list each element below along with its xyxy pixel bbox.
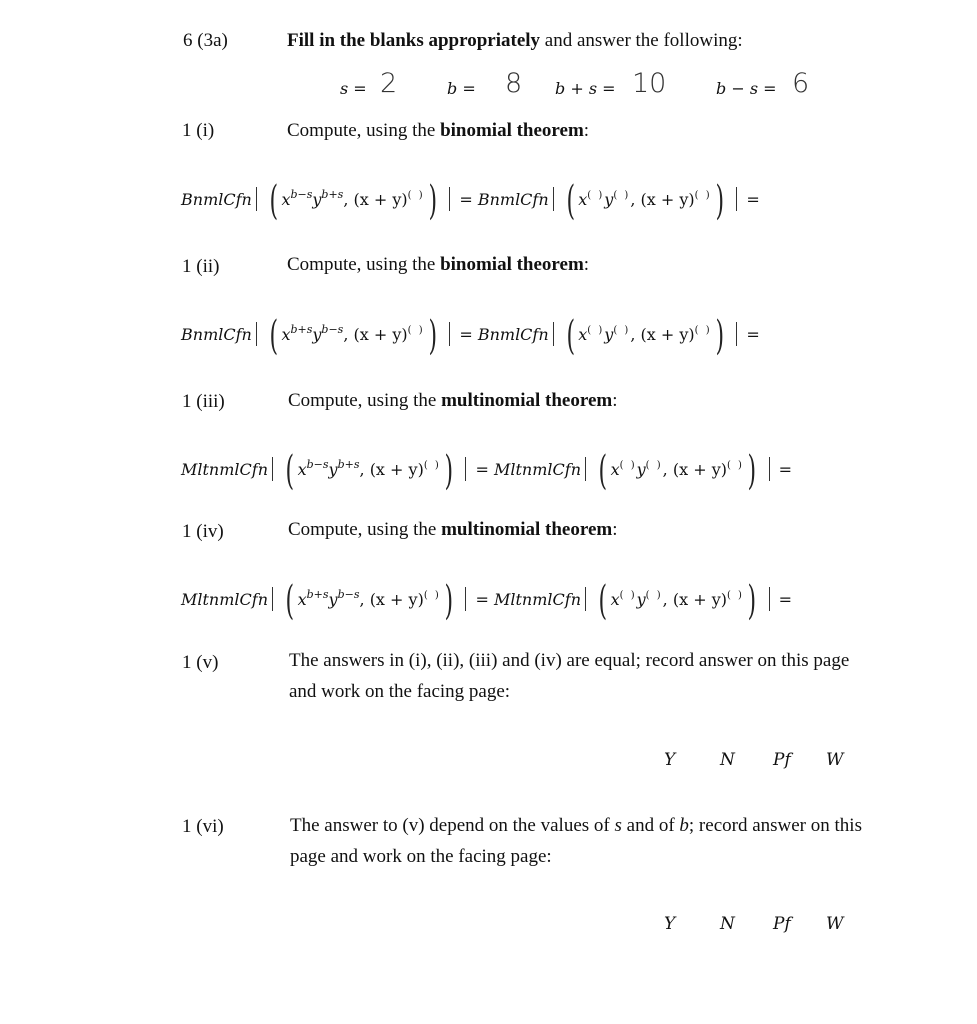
prompt-prefix: Compute, using the <box>287 120 441 141</box>
equals: = <box>475 590 489 609</box>
part-number: 1 (iv) <box>182 521 224 542</box>
sum: (x + y) <box>672 460 727 479</box>
var-y: y <box>328 460 338 479</box>
sum: (x + y) <box>640 190 695 209</box>
option-work[interactable]: W <box>826 750 844 770</box>
bracket-right <box>443 187 450 211</box>
sum: (x + y) <box>353 190 408 209</box>
equals: = <box>459 325 473 344</box>
b-minus-s-label: b − s = <box>716 79 777 98</box>
bracket-right <box>730 187 737 211</box>
problem-number: 6 (3a) <box>183 30 228 51</box>
comma: , <box>630 325 636 344</box>
var-x: x <box>297 590 307 609</box>
equation-row: BnmlCfn ( $x^{b+s}y^{b-s}$, (x + y)( )) = BnmlCfn ( x( )y( ), (x + y)( )) = <box>181 313 760 359</box>
sum: (x + y) <box>672 590 727 609</box>
var-x: x <box>578 325 588 344</box>
exponent-blank[interactable]: ( ) <box>587 190 605 201</box>
b-minus-s-value[interactable]: 6 <box>792 68 810 99</box>
option-work[interactable]: W <box>826 914 844 934</box>
bracket-left <box>585 587 592 611</box>
instruction <box>287 30 743 52</box>
part-number: 1 (i) <box>182 120 215 141</box>
option-no[interactable]: N <box>720 750 735 770</box>
function-name: MltnmlCfn <box>494 590 581 609</box>
var-y: y <box>604 325 614 344</box>
var-y: y <box>328 590 338 609</box>
exponent-y: b+s <box>321 188 344 201</box>
function-name: MltnmlCfn <box>181 590 268 609</box>
bracket-left <box>585 457 592 481</box>
var-x: x <box>610 460 620 479</box>
equals: = <box>746 325 760 344</box>
equation-row: BnmlCfn ( $x^{b-s}y^{b+s}$, (x + y)( )) = BnmlCfn ( x( )y( ), (x + y)( )) = <box>181 178 760 224</box>
exponent-blank[interactable]: ( ) <box>619 590 637 601</box>
bracket-left <box>256 187 263 211</box>
exponent-y: b−s <box>321 323 344 336</box>
equals: = <box>475 460 489 479</box>
question-v-number: 1 (v) <box>182 652 219 673</box>
bracket-left <box>256 322 263 346</box>
prompt-bold: multinomial theorem <box>441 390 613 411</box>
option-yes[interactable]: Y <box>664 750 676 770</box>
equals: = <box>778 590 793 609</box>
prompt-suffix: : <box>583 120 590 141</box>
bracket-right <box>763 457 770 481</box>
var-x: x <box>578 190 588 209</box>
exponent-blank[interactable]: ( ) <box>407 190 425 201</box>
exponent-blank[interactable]: ( ) <box>726 590 744 601</box>
function-name: MltnmlCfn <box>494 460 581 479</box>
var-y: y <box>604 190 614 209</box>
bracket-right <box>459 587 466 611</box>
var-x: x <box>281 325 291 344</box>
prompt-prefix: Compute, using the <box>287 254 441 275</box>
var-x: x <box>281 190 291 209</box>
exponent-y: b−s <box>337 588 360 601</box>
part-prompt <box>288 390 618 412</box>
var-y: y <box>312 190 322 209</box>
bracket-left <box>553 322 560 346</box>
exponent-blank[interactable]: ( ) <box>423 460 441 471</box>
bracket-left <box>553 187 560 211</box>
prompt-prefix: Compute, using the <box>288 390 442 411</box>
b-value[interactable]: 8 <box>505 68 523 99</box>
var-x: x <box>297 460 307 479</box>
bracket-right <box>730 322 737 346</box>
exponent-blank[interactable]: ( ) <box>423 590 441 601</box>
var-y: y <box>312 325 322 344</box>
prompt-suffix: : <box>583 254 590 275</box>
comma: , <box>359 590 365 609</box>
question-vi-number: 1 (vi) <box>182 816 224 837</box>
part-number: 1 (iii) <box>182 391 225 412</box>
var-y: y <box>636 460 646 479</box>
exponent-x: b+s <box>290 323 313 336</box>
exponent-blank[interactable]: ( ) <box>613 190 631 201</box>
var-x: x <box>610 590 620 609</box>
sum: (x + y) <box>353 325 408 344</box>
sum: (x + y) <box>369 460 424 479</box>
sum: (x + y) <box>369 590 424 609</box>
prompt-prefix: Compute, using the <box>288 519 442 540</box>
var-y: y <box>636 590 646 609</box>
var-b: b <box>679 815 689 836</box>
option-no[interactable]: N <box>720 914 735 934</box>
exponent-x: b−s <box>290 188 313 201</box>
var-s: s <box>614 815 622 836</box>
function-name: BnmlCfn <box>181 325 252 344</box>
exponent-blank[interactable]: ( ) <box>694 190 712 201</box>
option-proof[interactable]: Pf <box>773 914 791 934</box>
exponent-blank[interactable]: ( ) <box>645 590 663 601</box>
prompt-bold: multinomial theorem <box>441 519 613 540</box>
prompt-suffix: : <box>612 519 618 540</box>
question-v-text: The answers in (i), (ii), (iii) and (iv) are equal; record answer on this page and work on the facing page: <box>289 650 850 702</box>
exponent-blank[interactable]: ( ) <box>587 325 605 336</box>
bracket-left <box>272 587 279 611</box>
s-value[interactable]: 2 <box>380 68 398 99</box>
comma: , <box>343 190 349 209</box>
prompt-bold: binomial theorem <box>440 254 584 275</box>
sum: (x + y) <box>640 325 695 344</box>
text-prefix: The answer to (v) depend on the values of <box>290 815 615 836</box>
b-plus-s-value[interactable]: 10 <box>632 68 667 99</box>
text-mid: and of <box>621 815 680 836</box>
equals: = <box>746 190 760 209</box>
equals: = <box>459 190 473 209</box>
function-name: MltnmlCfn <box>181 460 268 479</box>
question-vi-text <box>290 810 870 872</box>
comma: , <box>662 460 668 479</box>
exponent-blank[interactable]: ( ) <box>645 460 663 471</box>
equation-row: MltnmlCfn ( $x^{b-s}y^{b+s}$, (x + y)( )) = MltnmlCfn ( x( )y( ), (x + y)( )) = <box>181 448 793 494</box>
exponent-blank[interactable]: ( ) <box>726 460 744 471</box>
comma: , <box>343 325 349 344</box>
exponent-blank[interactable]: ( ) <box>407 325 425 336</box>
b-label: b = <box>447 79 476 98</box>
function-name: BnmlCfn <box>477 190 549 209</box>
prompt-suffix: : <box>612 390 618 411</box>
bracket-right <box>443 322 450 346</box>
equals: = <box>778 460 793 479</box>
instruction-rest: and answer the following: <box>540 30 743 51</box>
option-proof[interactable]: Pf <box>773 750 791 770</box>
exponent-blank[interactable]: ( ) <box>613 325 631 336</box>
part-prompt <box>287 120 589 142</box>
text-suffix: ; record answer on this page and work on the facing page: <box>290 815 862 867</box>
part-number: 1 (ii) <box>182 256 220 277</box>
bracket-right <box>763 587 770 611</box>
bracket-right <box>459 457 466 481</box>
part-prompt <box>287 254 589 276</box>
function-name: BnmlCfn <box>477 325 549 344</box>
option-yes[interactable]: Y <box>664 914 676 934</box>
comma: , <box>630 190 636 209</box>
b-plus-s-label: b + s = <box>555 79 616 98</box>
s-label: s = <box>340 79 367 98</box>
bracket-left <box>272 457 279 481</box>
equation-row: MltnmlCfn ( $x^{b+s}y^{b-s}$, (x + y)( )) = MltnmlCfn ( x( )y( ), (x + y)( )) = <box>181 578 793 624</box>
exponent-blank[interactable]: ( ) <box>694 325 712 336</box>
exponent-x: b−s <box>306 458 329 471</box>
exponent-y: b+s <box>337 458 360 471</box>
comma: , <box>359 460 365 479</box>
exponent-blank[interactable]: ( ) <box>619 460 637 471</box>
exponent-x: b+s <box>306 588 329 601</box>
instruction-bold: Fill in the blanks appropriately <box>287 30 541 51</box>
part-prompt <box>288 519 618 541</box>
comma: , <box>662 590 668 609</box>
function-name: BnmlCfn <box>181 190 252 209</box>
prompt-bold: binomial theorem <box>440 120 584 141</box>
